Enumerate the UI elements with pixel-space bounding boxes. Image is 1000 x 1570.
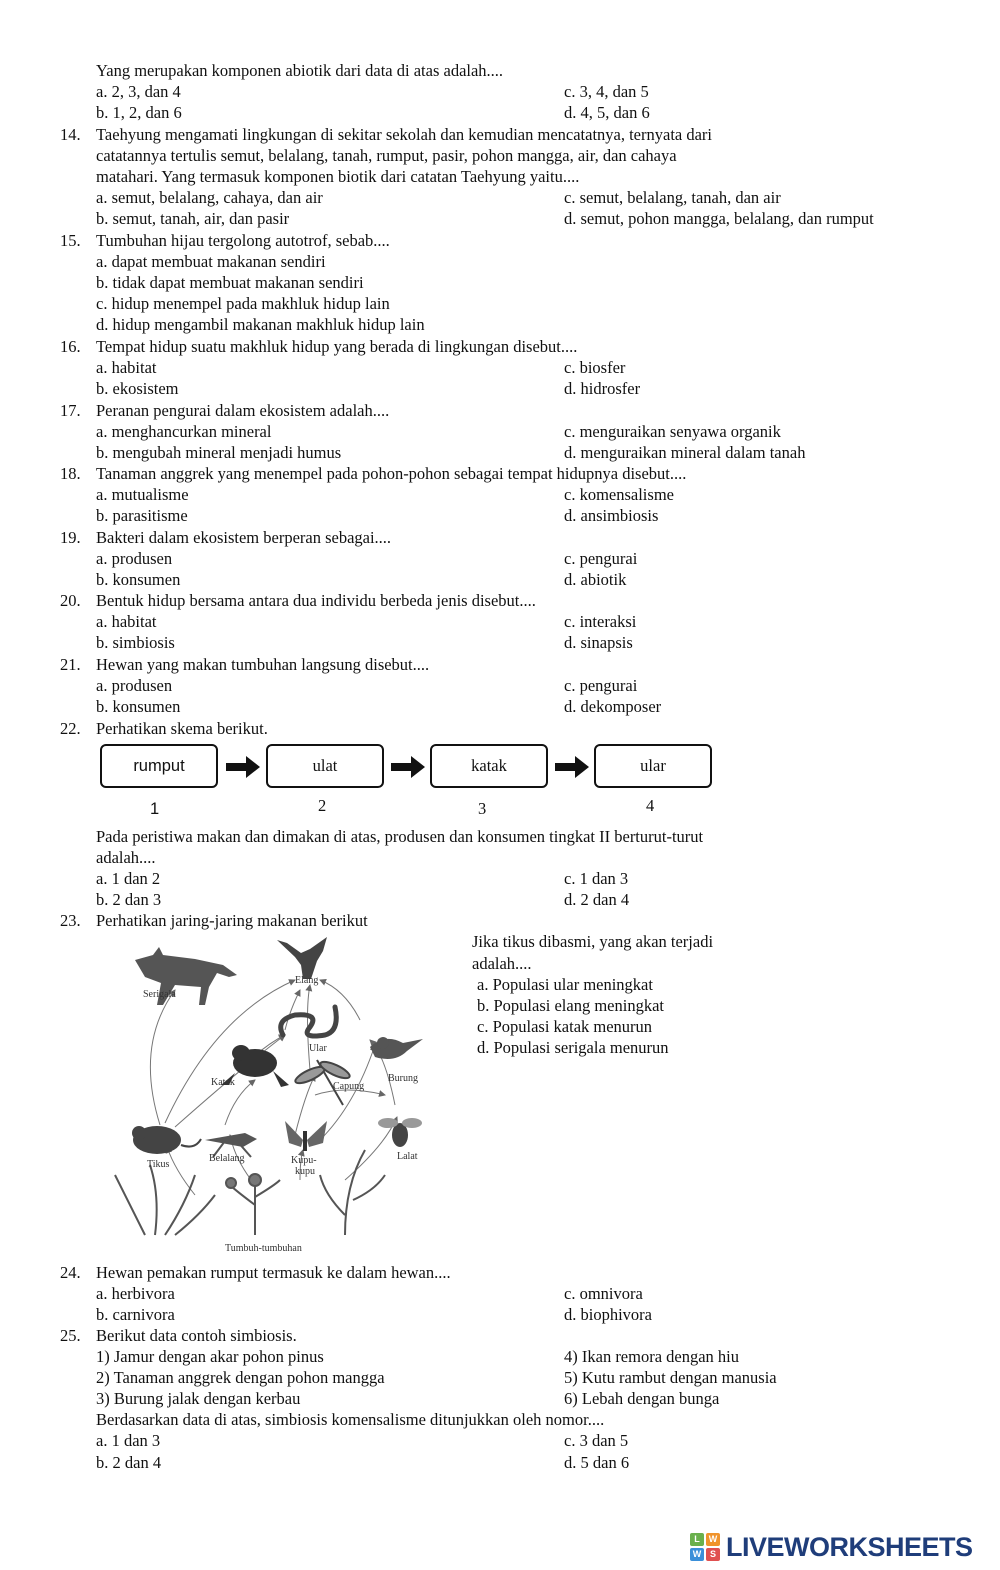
q19-stem: Bakteri dalam ekosistem berperan sebagai.... <box>96 528 392 547</box>
q22-stem2-line1: Pada peristiwa makan dan dimakan di atas, produsen dan konsumen tingkat II berturut-turut <box>96 827 704 846</box>
chain-box-ulat: ulat <box>266 744 384 788</box>
q23-option-c[interactable]: c. Populasi katak menurun <box>477 1017 653 1036</box>
q22-option-c[interactable]: c. 1 dan 3 <box>564 869 629 888</box>
q17-stem: Peranan pengurai dalam ekosistem adalah.... <box>96 401 390 420</box>
q23-option-d[interactable]: d. Populasi serigala menurun <box>477 1038 669 1057</box>
food-web-figure <box>105 935 445 1260</box>
q22-number: 22. <box>60 719 81 738</box>
q25-option-c[interactable]: c. 3 dan 5 <box>564 1431 629 1450</box>
q20-option-a[interactable]: a. habitat <box>96 612 157 631</box>
logo-letter: S <box>706 1548 720 1561</box>
chain-box-ular: ular <box>594 744 712 788</box>
q16-option-b[interactable]: b. ekosistem <box>96 379 179 398</box>
mouse-icon <box>132 1126 201 1154</box>
q14-option-b[interactable]: b. semut, tanah, air, dan pasir <box>96 209 290 228</box>
q23-number: 23. <box>60 911 81 930</box>
label-belalang: Belalang <box>209 1153 245 1164</box>
label-katak: Katak <box>211 1077 235 1088</box>
q20-option-c[interactable]: c. interaksi <box>564 612 637 631</box>
q24-option-a[interactable]: a. herbivora <box>96 1284 175 1303</box>
q25-item-1: 1) Jamur dengan akar pohon pinus <box>96 1347 324 1366</box>
q21-option-d[interactable]: d. dekomposer <box>564 697 662 716</box>
q25-item-2: 2) Tanaman anggrek dengan pohon mangga <box>96 1368 385 1387</box>
q22-option-d[interactable]: d. 2 dan 4 <box>564 890 630 909</box>
q20-number: 20. <box>60 591 81 610</box>
label-kupu: Kupu- <box>291 1155 317 1166</box>
chain-number-2: 2 <box>318 796 327 815</box>
q24-number: 24. <box>60 1263 81 1282</box>
q17-option-b[interactable]: b. mengubah mineral menjadi humus <box>96 443 342 462</box>
q15-option-a[interactable]: a. dapat membuat makanan sendiri <box>96 252 326 271</box>
q18-option-c[interactable]: c. komensalisme <box>564 485 674 504</box>
label-capung: Capung <box>333 1081 365 1092</box>
q20-option-b[interactable]: b. simbiosis <box>96 633 175 652</box>
label-serigala: Serigala <box>143 989 176 1000</box>
chain-number-3: 3 <box>478 799 487 818</box>
q22-option-b[interactable]: b. 2 dan 3 <box>96 890 162 909</box>
q16-option-d[interactable]: d. hidrosfer <box>564 379 641 398</box>
q19-option-a[interactable]: a. produsen <box>96 549 173 568</box>
q14-stem-line3: matahari. Yang termasuk komponen biotik dari catatan Taehyung yaitu.... <box>96 167 580 186</box>
q21-number: 21. <box>60 655 81 674</box>
q24-stem: Hewan pemakan rumput termasuk ke dalam hewan.... <box>96 1263 451 1282</box>
q21-option-c[interactable]: c. pengurai <box>564 676 638 695</box>
q25-item-5: 5) Kutu rambut dengan manusia <box>564 1368 777 1387</box>
label-tikus: Tikus <box>147 1159 170 1170</box>
logo-letter: L <box>690 1533 704 1546</box>
q23-option-a[interactable]: a. Populasi ular meningkat <box>477 975 653 994</box>
q25-option-b[interactable]: b. 2 dan 4 <box>96 1453 162 1472</box>
q18-stem: Tanaman anggrek yang menempel pada pohon-pohon sebagai tempat hidupnya disebut.... <box>96 464 687 483</box>
q25-number: 25. <box>60 1326 81 1345</box>
q23-side-line2: adalah.... <box>472 954 532 973</box>
q21-option-a[interactable]: a. produsen <box>96 676 173 695</box>
label-elang: Elang <box>295 975 319 986</box>
chain-number-4: 4 <box>646 796 655 815</box>
label-ular: Ular <box>309 1043 327 1054</box>
q24-option-d[interactable]: d. biophivora <box>564 1305 652 1324</box>
q17-option-c[interactable]: c. menguraikan senyawa organik <box>564 422 781 441</box>
chain-number-1: 1 <box>150 800 160 818</box>
q17-number: 17. <box>60 401 81 420</box>
brand-name: LIVEWORKSHEETS <box>726 1531 973 1562</box>
q24-option-b[interactable]: b. carnivora <box>96 1305 175 1324</box>
q17-option-a[interactable]: a. menghancurkan mineral <box>96 422 272 441</box>
q13-option-c[interactable]: c. 3, 4, dan 5 <box>564 82 649 101</box>
q16-option-c[interactable]: c. biosfer <box>564 358 626 377</box>
q14-stem-line2: catatannya tertulis semut, belalang, tanah, rumput, pasir, pohon mangga, air, dan cahaya <box>96 146 677 165</box>
q18-number: 18. <box>60 464 81 483</box>
q23-option-b[interactable]: b. Populasi elang meningkat <box>477 996 664 1015</box>
liveworksheets-logo-icon <box>690 1533 720 1561</box>
label-burung: Burung <box>388 1073 418 1084</box>
q15-number: 15. <box>60 231 81 250</box>
butterfly-icon <box>285 1121 327 1151</box>
q18-option-a[interactable]: a. mutualisme <box>96 485 189 504</box>
label-kupu2: kupu <box>295 1166 315 1177</box>
arrow-right-icon <box>391 756 425 778</box>
q19-number: 19. <box>60 528 81 547</box>
logo-letter: W <box>690 1548 704 1561</box>
q15-option-b[interactable]: b. tidak dapat membuat makanan sendiri <box>96 273 364 292</box>
q22-stem: Perhatikan skema berikut. <box>96 719 268 738</box>
q16-number: 16. <box>60 337 81 356</box>
arrow-right-icon <box>226 756 260 778</box>
q18-option-d[interactable]: d. ansimbiosis <box>564 506 659 525</box>
q25-option-a[interactable]: a. 1 dan 3 <box>96 1431 161 1450</box>
q25-stem2: Berdasarkan data di atas, simbiosis komensalisme ditunjukkan oleh nomor.... <box>96 1410 605 1429</box>
q14-number: 14. <box>60 125 81 144</box>
arrow-right-icon <box>555 756 589 778</box>
q19-option-c[interactable]: c. pengurai <box>564 549 638 568</box>
q25-item-3: 3) Burung jalak dengan kerbau <box>96 1389 301 1408</box>
q21-option-b[interactable]: b. konsumen <box>96 697 181 716</box>
q22-stem2-line2: adalah.... <box>96 848 156 867</box>
snake-icon <box>281 1007 337 1036</box>
q22-option-a[interactable]: a. 1 dan 2 <box>96 869 161 888</box>
q14-stem-line1: Taehyung mengamati lingkungan di sekitar sekolah dan kemudian mencatatnya, ternyata dari <box>96 125 713 144</box>
q13-option-b[interactable]: b. 1, 2, dan 6 <box>96 103 182 122</box>
q19-option-b[interactable]: b. konsumen <box>96 570 181 589</box>
liveworksheets-logo[interactable] <box>690 1530 995 1564</box>
q15-option-c[interactable]: c. hidup menempel pada makhluk hidup lain <box>96 294 390 313</box>
q24-option-c[interactable]: c. omnivora <box>564 1284 643 1303</box>
q20-option-d[interactable]: d. sinapsis <box>564 633 633 652</box>
q13-stem: Yang merupakan komponen abiotik dari data di atas adalah.... <box>96 61 504 80</box>
q15-stem: Tumbuhan hijau tergolong autotrof, sebab.... <box>96 231 390 250</box>
bird-icon <box>370 1037 423 1059</box>
q14-option-d[interactable]: d. semut, pohon mangga, belalang, dan rumput <box>564 209 874 228</box>
q17-option-d[interactable]: d. menguraikan mineral dalam tanah <box>564 443 806 462</box>
q16-option-a[interactable]: a. habitat <box>96 358 157 377</box>
q21-stem: Hewan yang makan tumbuhan langsung disebut.... <box>96 655 430 674</box>
chain-box-katak: katak <box>430 744 548 788</box>
label-lalat: Lalat <box>397 1151 418 1162</box>
q25-option-d[interactable]: d. 5 dan 6 <box>564 1453 630 1472</box>
chain-box-rumput: rumput <box>100 744 218 788</box>
q14-option-c[interactable]: c. semut, belalang, tanah, dan air <box>564 188 781 207</box>
q15-option-d[interactable]: d. hidup mengambil makanan makhluk hidup lain <box>96 315 425 334</box>
logo-letter: W <box>706 1533 720 1546</box>
label-tumbuhan: Tumbuh-tumbuhan <box>225 1243 302 1254</box>
q13-option-d[interactable]: d. 4, 5, dan 6 <box>564 103 650 122</box>
fly-icon <box>378 1118 422 1147</box>
q23-side-line1: Jika tikus dibasmi, yang akan terjadi <box>472 932 714 951</box>
q20-stem: Bentuk hidup bersama antara dua individu berbeda jenis disebut.... <box>96 591 536 610</box>
q18-option-b[interactable]: b. parasitisme <box>96 506 188 525</box>
q25-item-4: 4) Ikan remora dengan hiu <box>564 1347 740 1366</box>
q19-option-d[interactable]: d. abiotik <box>564 570 627 589</box>
q13-option-a[interactable]: a. 2, 3, dan 4 <box>96 82 181 101</box>
eagle-icon <box>277 937 327 979</box>
q23-stem: Perhatikan jaring-jaring makanan berikut <box>96 911 368 930</box>
q25-item-6: 6) Lebah dengan bunga <box>564 1389 720 1408</box>
q14-option-a[interactable]: a. semut, belalang, cahaya, dan air <box>96 188 323 207</box>
q25-stem: Berikut data contoh simbiosis. <box>96 1326 297 1345</box>
q16-stem: Tempat hidup suatu makhluk hidup yang berada di lingkungan disebut.... <box>96 337 578 356</box>
